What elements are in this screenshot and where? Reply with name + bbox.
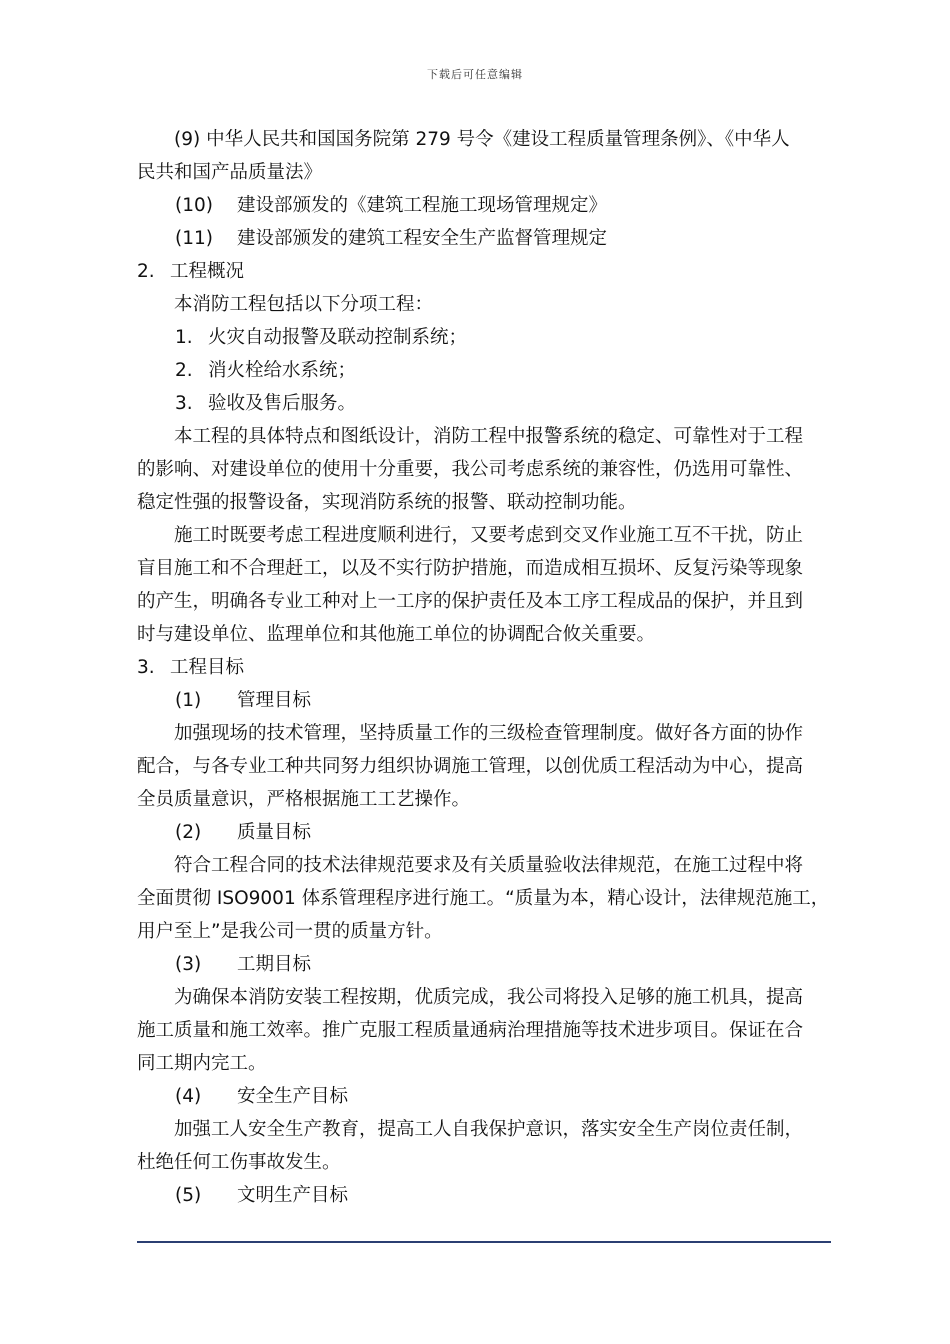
ref-10	[137, 189, 837, 222]
goal-index: (3)	[175, 954, 202, 975]
section-2-index: 2.	[137, 261, 155, 282]
section-2-heading	[137, 255, 837, 288]
goal-title: 安全生产目标	[237, 1086, 349, 1107]
paragraph-line: 全面贯彻 ISO9001 体系管理程序进行施工。“质量为本，精心设计，法律规范施工，	[137, 888, 830, 909]
list-item-text: 火灾自动报警及联动控制系统；	[208, 327, 468, 348]
goal-index: (2)	[175, 822, 202, 843]
list-item-index: 3.	[175, 393, 193, 414]
goal-title: 文明生产目标	[237, 1185, 349, 1206]
paragraph-line: 本工程的具体特点和图纸设计，消防工程中报警系统的稳定、可靠性对于工程	[174, 426, 804, 447]
section-2-title: 工程概况	[170, 261, 245, 282]
list-item-index: 2.	[175, 360, 193, 381]
paragraph-line: 加强现场的技术管理，坚持质量工作的三级检查管理制度。做好各方面的协作	[174, 723, 804, 744]
goal-title: 工期目标	[237, 954, 312, 975]
ref-11	[137, 222, 837, 255]
goal-index: (1)	[175, 690, 202, 711]
document-body	[137, 123, 837, 1212]
list-item	[137, 387, 837, 420]
goal-heading	[137, 684, 837, 717]
goal-heading	[137, 816, 837, 849]
list-item-index: 1.	[175, 327, 193, 348]
paragraph-line: 为确保本消防安装工程按期，优质完成，我公司将投入足够的施工机具，提高	[174, 987, 804, 1008]
ref-10-text: 建设部颁发的《建筑工程施工现场管理规定》	[237, 195, 608, 216]
paragraph-line: 配合，与各专业工种共同努力组织协调施工管理，以创优质工程活动为中心，提高	[137, 756, 804, 777]
section-3-heading	[137, 651, 837, 684]
goal-index: (5)	[175, 1185, 202, 1206]
list-item	[137, 321, 837, 354]
paragraph-line: 施工质量和施工效率。推广克服工程质量通病治理措施等技术进步项目。保证在合	[137, 1020, 804, 1041]
paragraph-line: 稳定性强的报警设备，实现消防系统的报警、联动控制功能。	[137, 492, 637, 513]
ref-11-index: (11)	[175, 228, 213, 249]
paragraph-line: 施工时既要考虑工程进度顺利进行，又要考虑到交叉作业施工互不干扰，防止	[174, 525, 804, 546]
goal-heading	[137, 948, 837, 981]
ref-10-index: (10)	[175, 195, 213, 216]
section-2-intro: 本消防工程包括以下分项工程：	[174, 294, 434, 315]
paragraph-line: 盲目施工和不合理赶工，以及不实行防护措施，而造成相互损坏、反复污染等现象	[137, 558, 804, 579]
paragraph-line: 的产生，明确各专业工种对上一工序的保护责任及本工序工程成品的保护，并且到	[137, 591, 804, 612]
list-item-text: 消火栓给水系统；	[208, 360, 357, 381]
section-3-title: 工程目标	[170, 657, 245, 678]
goal-title: 质量目标	[237, 822, 312, 843]
ref-11-text: 建设部颁发的建筑工程安全生产监督管理规定	[237, 228, 608, 249]
list-item-text: 验收及售后服务。	[208, 393, 357, 414]
ref-9-line-2: 民共和国产品质量法》	[137, 162, 323, 183]
goal-heading	[137, 1179, 837, 1212]
list-item	[137, 354, 837, 387]
paragraph-line: 时与建设单位、监理单位和其他施工单位的协调配合攸关重要。	[137, 624, 656, 645]
paragraph-line: 加强工人安全生产教育，提高工人自我保护意识，落实安全生产岗位责任制，	[174, 1119, 804, 1140]
goal-heading	[137, 1080, 837, 1113]
paragraph-line: 的影响、对建设单位的使用十分重要，我公司考虑系统的兼容性，仍选用可靠性、	[137, 459, 804, 480]
paragraph-line: 杜绝任何工伤事故发生。	[137, 1152, 341, 1173]
goal-title: 管理目标	[237, 690, 312, 711]
header-note: 下载后可任意编辑	[427, 68, 523, 81]
paragraph-line: 全员质量意识，严格根据施工工艺操作。	[137, 789, 471, 810]
paragraph-line: 符合工程合同的技术法律规范要求及有关质量验收法律规范，在施工过程中将	[174, 855, 804, 876]
ref-9-line-1: (9) 中华人民共和国国务院第 279 号令《建设工程质量管理条例》、《中华人	[174, 129, 790, 150]
section-3-index: 3.	[137, 657, 155, 678]
paragraph-line: 用户至上”是我公司一贯的质量方针。	[137, 921, 443, 942]
goal-index: (4)	[175, 1086, 202, 1107]
footer-rule	[137, 1241, 831, 1243]
paragraph-line: 同工期内完工。	[137, 1053, 267, 1074]
